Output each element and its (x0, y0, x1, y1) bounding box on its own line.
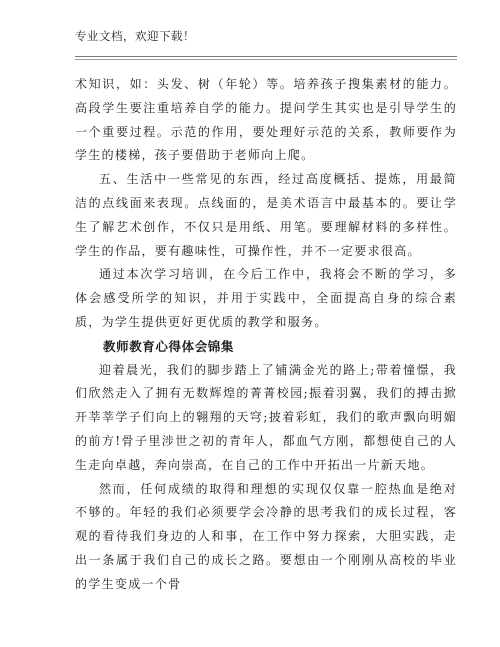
paragraph-training-summary: 通过本次学习培训，在今后工作中，我将会不断的学习，多体会感受所学的知识，并用于实践中，全面提高自身的综合素质，为学生提供更好更优质的教学和服务。 (75, 267, 457, 329)
header-divider (75, 56, 457, 57)
paragraph-however: 然而，任何成绩的取得和理想的实现仅仅靠一腔热血是绝对不够的。年轻的我们必须要学会冷静的思考我们的成长过程，客观的看待我们身边的人和事，在工作中努力探索，大胆实践，走出一条属于我们自己的成长之路。要想由一个刚刚从高校的毕业的学生变成一个骨 (75, 481, 457, 591)
paragraph-morning-light: 迎着晨光，我们的脚步踏上了铺满金光的路上;带着憧憬，我们欣然走入了拥有无数辉煌的菁菁校园;振着羽翼，我们的搏击掀开莘莘学子们向上的翱翔的天穹;披着彩虹，我们的歌声飘向明媚的前方!骨子里涉世之初的青年人，都血气方刚，都想使自己的人生走向卓越，奔向崇高，在自己的工作中开拓出一片新天地。 (75, 362, 457, 472)
page-header: 专业文档，欢迎下载！ (75, 29, 195, 43)
document-body (75, 73, 457, 597)
section-title: 教师教育心得体会锦集 (103, 338, 235, 354)
header-divider-thin (75, 59, 457, 60)
paragraph-continuation: 术知识，如：头发、树（年轮）等。培养孩子搜集素材的能力。高段学生要注重培养自学的能力。提问学生其实也是引导学生的一个重要过程。示范的作用，要处理好示范的关系，教师要作为学生的楼梯，孩子要借助于老师向上爬。 (75, 77, 457, 163)
paragraph-point-five: 五、生活中一些常见的东西，经过高度概括、提炼，用最简洁的点线面来表现。点线面的，是美术语言中最基本的。要让学生了解艺术创作，不仅只是用纸、用笔。要理解材料的多样性。学生的作品，要有趣味性，可操作性，并不一定要求很高。 (75, 172, 457, 258)
